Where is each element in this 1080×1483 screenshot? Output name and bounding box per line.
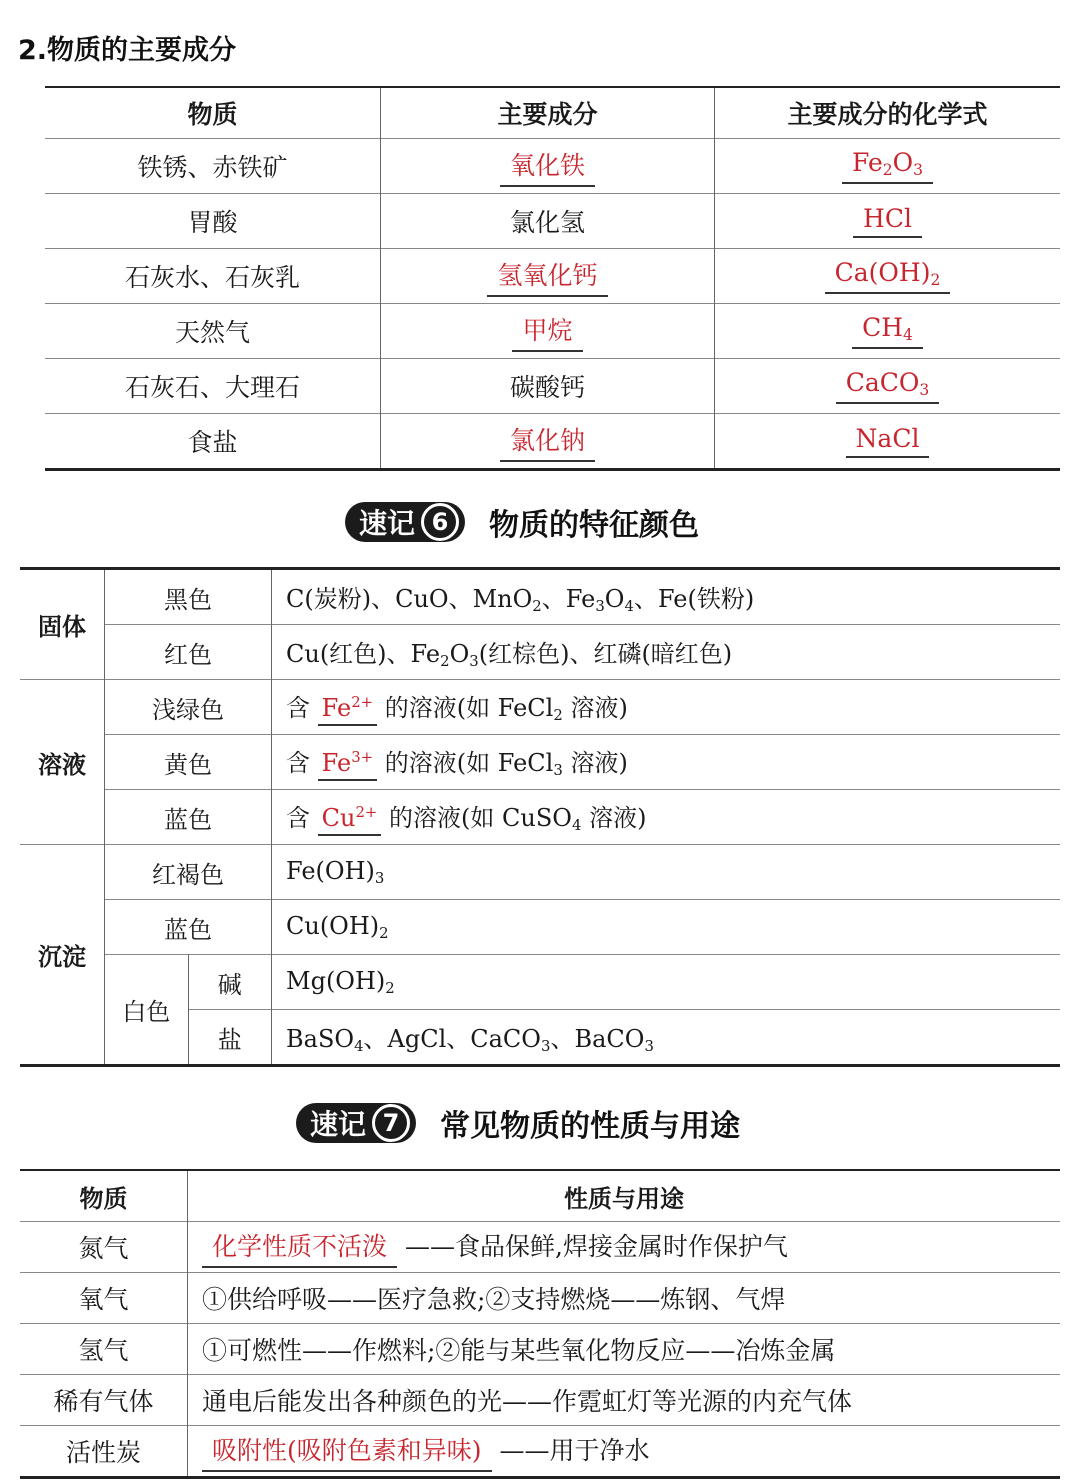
answer-text: 氢氧化钙	[487, 256, 607, 297]
color-cell: 黄色	[105, 735, 272, 790]
section-title-text: 物质的特征颜色	[489, 508, 700, 543]
answer-formula: $Ca(OH)_2$	[825, 258, 951, 294]
table-row	[20, 569, 1060, 625]
header-substance: 物质	[20, 1170, 188, 1222]
category-solution: 溶液	[20, 680, 105, 845]
formula-cell	[715, 414, 1061, 470]
substance-cell: 天然气	[45, 304, 381, 359]
formula-cell	[715, 359, 1061, 414]
table-header-row	[20, 1170, 1060, 1222]
header-component: 主要成分	[381, 87, 715, 139]
formula-cell	[715, 249, 1061, 304]
color-cell: 红色	[105, 625, 272, 680]
table-row	[45, 414, 1060, 470]
table-row	[20, 845, 1060, 900]
substance-cell: 氧气	[20, 1273, 188, 1324]
table-row	[20, 1324, 1060, 1375]
answer-ion: $Fe^{3+}$	[318, 748, 377, 781]
value-cell: 含 $Fe^{2+}$ 的溶液(如 FeCl$_2$ 溶液)	[272, 680, 1061, 735]
main-components-table	[45, 86, 1060, 471]
use-cell: 化学性质不活泼 ——食品保鲜,焊接金属时作保护气	[188, 1222, 1061, 1273]
table-row	[20, 625, 1060, 680]
substance-cell: 胃酸	[45, 194, 381, 249]
value-cell: 含 $Fe^{3+}$ 的溶液(如 FeCl$_3$ 溶液)	[272, 735, 1061, 790]
substance-cell: 氢气	[20, 1324, 188, 1375]
substance-cell: 铁锈、赤铁矿	[45, 139, 381, 194]
section-title-7	[296, 1101, 740, 1145]
substance-cell: 食盐	[45, 414, 381, 470]
memo-badge	[296, 1103, 416, 1143]
color-cell: 红褐色	[105, 845, 272, 900]
value-cell: Cu(红色)、$Fe_2O_3$(红棕色)、红磷(暗红色)	[272, 625, 1061, 680]
use-cell: ①供给呼吸——医疗急救;②支持燃烧——炼钢、气焊	[188, 1273, 1061, 1324]
substance-cell: 活性炭	[20, 1426, 188, 1478]
value-cell: $Cu(OH)_2$	[272, 900, 1061, 955]
table-row	[20, 900, 1060, 955]
component-cell	[381, 139, 715, 194]
subtype-salt: 盐	[188, 1010, 272, 1066]
table-row	[20, 1222, 1060, 1273]
table-row	[45, 304, 1060, 359]
component-cell: 氯化氢	[381, 194, 715, 249]
component-cell: 碳酸钙	[381, 359, 715, 414]
answer-formula: CaCO$_3$	[836, 368, 940, 404]
color-cell: 白色	[105, 955, 189, 1066]
table-row	[20, 790, 1060, 845]
value-cell: BaSO$_4$、AgCl、CaCO$_3$、BaCO$_3$	[272, 1010, 1061, 1066]
formula-cell	[715, 194, 1061, 249]
answer-ion: $Cu^{2+}$	[318, 803, 382, 836]
table-row	[20, 1426, 1060, 1478]
header-substance: 物质	[187, 100, 238, 129]
color-cell: 浅绿色	[105, 680, 272, 735]
value-cell: 含 $Cu^{2+}$ 的溶液(如 CuSO$_4$ 溶液)	[272, 790, 1061, 845]
category-solid: 固体	[20, 569, 105, 680]
table-row	[20, 680, 1060, 735]
table-row	[45, 194, 1060, 249]
value-cell: C(炭粉)、CuO、MnO$_2$、$Fe_3O_4$、Fe(铁粉)	[272, 569, 1061, 625]
table-row	[45, 359, 1060, 414]
answer-text: 氧化铁	[500, 146, 595, 187]
section-title-6	[345, 500, 699, 544]
use-cell: 通电后能发出各种颜色的光——作霓虹灯等光源的内充气体	[188, 1375, 1061, 1426]
formula-cell	[715, 304, 1061, 359]
section-title-text: 常见物质的性质与用途	[440, 1109, 741, 1144]
section-heading: 2.物质的主要成分	[18, 35, 237, 66]
table-row	[20, 1273, 1060, 1324]
answer-text: 化学性质不活泼	[202, 1227, 397, 1268]
table-row	[20, 955, 1060, 1010]
category-precipitate: 沉淀	[20, 845, 105, 1066]
table-row	[45, 139, 1060, 194]
header-formula: 主要成分的化学式	[715, 87, 1061, 139]
header-properties: 性质与用途	[564, 1184, 684, 1213]
value-cell: $Fe(OH)_3$	[272, 845, 1061, 900]
answer-formula: NaCl	[846, 424, 930, 458]
component-cell	[381, 304, 715, 359]
substance-cell: 氮气	[20, 1222, 188, 1273]
table-header-row	[45, 87, 1060, 139]
answer-text: 吸附性(吸附色素和异味)	[202, 1431, 492, 1472]
memo-badge	[345, 502, 465, 542]
table-row	[45, 249, 1060, 304]
table-row	[20, 735, 1060, 790]
substance-cell: 稀有气体	[20, 1375, 188, 1426]
value-cell: $Mg(OH)_2$	[272, 955, 1061, 1010]
subtype-base: 碱	[188, 955, 272, 1010]
use-cell: ①可燃性——作燃料;②能与某些氧化物反应——冶炼金属	[188, 1324, 1061, 1375]
use-cell: 吸附性(吸附色素和异味) ——用于净水	[188, 1426, 1061, 1478]
substance-cell: 石灰石、大理石	[45, 359, 381, 414]
badge-number: 6	[421, 503, 459, 541]
component-cell	[381, 249, 715, 304]
formula-cell	[715, 139, 1061, 194]
answer-formula: $Fe_2O_3$	[842, 148, 933, 184]
color-cell: 蓝色	[105, 790, 272, 845]
answer-formula: $CH_4$	[852, 313, 923, 349]
properties-uses-table	[20, 1169, 1060, 1479]
color-cell: 黑色	[105, 569, 272, 625]
answer-formula: HCl	[853, 204, 922, 238]
answer-text: 氯化钠	[500, 421, 595, 462]
component-cell	[381, 414, 715, 470]
color-cell: 蓝色	[105, 900, 272, 955]
answer-ion: $Fe^{2+}$	[318, 693, 377, 726]
badge-label: 速记	[359, 507, 416, 540]
badge-number: 7	[372, 1104, 410, 1142]
answer-text: 甲烷	[512, 311, 582, 352]
badge-label: 速记	[310, 1108, 367, 1141]
table-row	[20, 1375, 1060, 1426]
characteristic-colors-table	[20, 567, 1060, 1067]
substance-cell: 石灰水、石灰乳	[45, 249, 381, 304]
